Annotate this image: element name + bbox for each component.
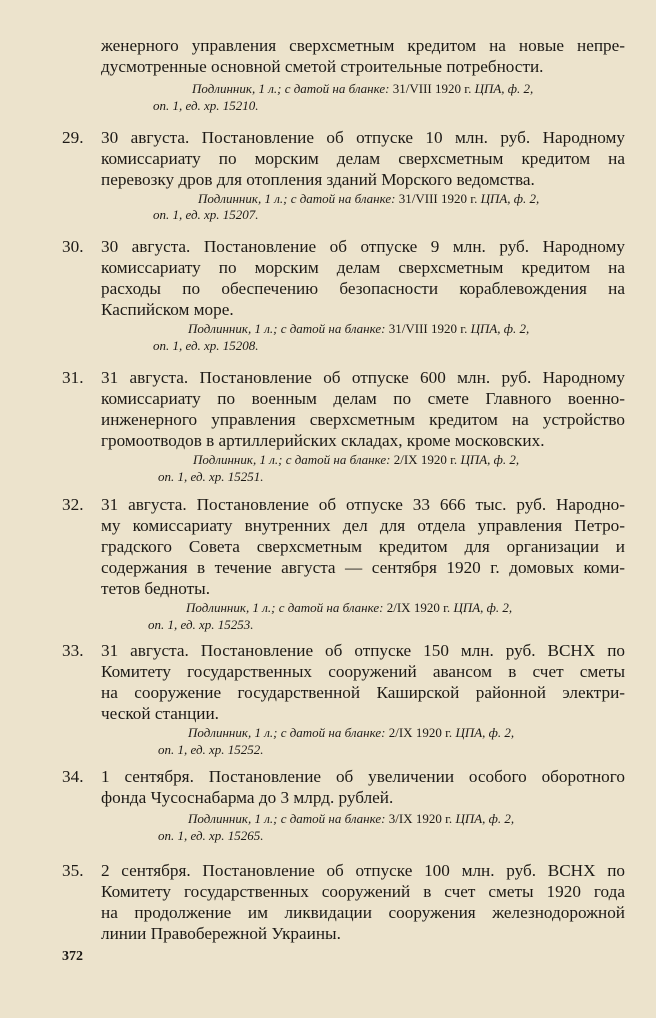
source-note: Подлинник, 1 л.; с датой на бланке: 2/IX 1920 г. ЦПА, ф. 2, [193, 452, 520, 467]
source-ref: оп. 1, ед. хр. 15265. [158, 828, 264, 843]
page-number: 372 [62, 949, 83, 964]
source-ref: оп. 1, ед. хр. 15210. [153, 98, 259, 113]
source-note: Подлинник, 1 л.; с датой на бланке: 31/VIII 1920 г. ЦПА, ф. 2, [192, 81, 534, 96]
text-line: 30 августа. Постановление об отпуске 10 млн. руб. Народному [101, 128, 625, 147]
source-note: Подлинник, 1 л.; с датой на бланке: 2/IX 1920 г. ЦПА, ф. 2, [186, 600, 513, 615]
source-note: Подлинник, 1 л.; с датой на бланке: 31/VIII 1920 г. ЦПА, ф. 2, [188, 321, 530, 336]
text-line: му комиссариату внутренних дел для отдела управления Петро- [101, 516, 625, 535]
text-line: 31 августа. Постановление об отпуске 150 млн. руб. ВСНХ по [101, 641, 625, 660]
source-note: Подлинник, 1 л.; с датой на бланке: 2/IX 1920 г. ЦПА, ф. 2, [188, 725, 515, 740]
text-line: 30 августа. Постановление об отпуске 9 млн. руб. Народному [101, 237, 625, 256]
text-line: 2 сентября. Постановление об отпуске 100 млн. руб. ВСНХ по [101, 861, 625, 880]
text-line: 31 августа. Постановление об отпуске 600 млн. руб. Народному [101, 368, 625, 387]
entry-number: 32. [62, 495, 84, 514]
text-line: содержания в течение августа — сентября 1920 г. домовых коми- [101, 558, 625, 577]
source-note: Подлинник, 1 л.; с датой на бланке: 31/VIII 1920 г. ЦПА, ф. 2, [198, 191, 540, 206]
text-line: комиссариату по морским делам сверхсметным кредитом на [101, 258, 625, 277]
text-line: градского Совета сверхсметным кредитом для организации и [101, 537, 625, 556]
text-line: Комитету государственных сооружений авансом в счет сметы [101, 662, 625, 681]
entry-number: 35. [62, 861, 84, 880]
text-line: комиссариату по военным делам по смете Главного военно- [101, 389, 625, 408]
entry-number: 33. [62, 641, 84, 660]
text-line: комиссариату по морским делам сверхсметным кредитом на [101, 149, 625, 168]
text-line: Каспийском море. [101, 300, 234, 319]
source-ref: оп. 1, ед. хр. 15208. [153, 338, 259, 353]
text-line: фонда Чусоснабарма до 3 млрд. рублей. [101, 788, 394, 807]
source-note: Подлинник, 1 л.; с датой на бланке: 3/IX 1920 г. ЦПА, ф. 2, [188, 811, 515, 826]
source-ref: оп. 1, ед. хр. 15253. [148, 617, 254, 632]
text-line: тетов бедноты. [101, 579, 211, 598]
text-line: дусмотренные основной сметой строительные потребности. [101, 57, 544, 76]
source-ref: оп. 1, ед. хр. 15251. [158, 469, 264, 484]
text-line: женерного управления сверхсметным кредитом на новые непре- [101, 36, 625, 55]
text-line: расходы по обеспечению безопасности кораблевождения на [101, 279, 625, 298]
source-ref: оп. 1, ед. хр. 15252. [158, 742, 264, 757]
text-line: линии Правобережной Украины. [101, 924, 341, 943]
text-line: ческой станции. [101, 704, 219, 723]
text-line: перевозку дров для отопления зданий Морского ведомства. [101, 170, 535, 189]
text-line: на сооружение государственной Каширской районной электри- [101, 683, 625, 702]
entry-number: 29. [62, 128, 84, 147]
text-line: 31 августа. Постановление об отпуске 33 666 тыс. руб. Народно- [101, 495, 625, 514]
text-line: инженерного управления сверхсметным кредитом на устройство [101, 410, 625, 429]
text-line: на продолжение им ликвидации сооружения железнодорожной [101, 903, 625, 922]
entry-number: 31. [62, 368, 84, 387]
entry-number: 30. [62, 237, 84, 256]
text-line: Комитету государственных сооружений в счет сметы 1920 года [101, 882, 625, 901]
source-ref: оп. 1, ед. хр. 15207. [153, 207, 259, 222]
text-line: 1 сентября. Постановление об увеличении особого оборотного [101, 767, 625, 786]
entry-number: 34. [62, 767, 84, 786]
text-line: громоотводов в артиллерийских складах, кроме московских. [101, 431, 545, 450]
